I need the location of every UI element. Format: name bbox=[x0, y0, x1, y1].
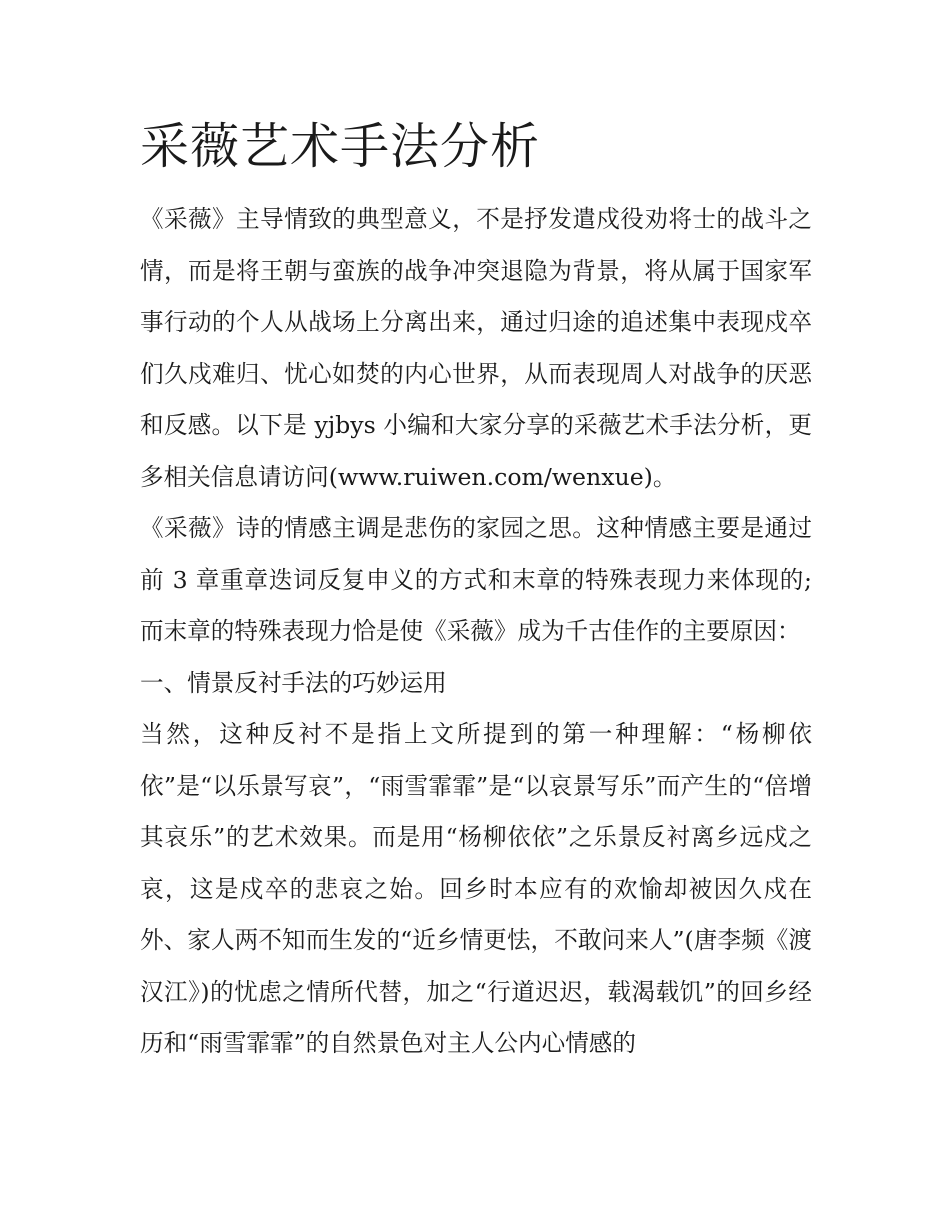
paragraph-emotion: 《采薇》诗的情感主调是悲伤的家园之思。这种情感主要是通过前 3 章重章迭词反复申义的方式和末章的特殊表现力来体现的;而末章的特殊表现力恰是使《采薇》成为千古佳作的主要原因： bbox=[140, 514, 812, 645]
section-heading: 一、情景反衬手法的巧妙运用 bbox=[140, 668, 447, 697]
document-title: 采薇艺术手法分析 bbox=[140, 118, 541, 175]
paragraph-contrast: 当然，这种反衬不是指上文所提到的第一种理解：“杨柳依依”是“以乐景写哀”，“雨雪霏霏”是“以哀景写乐”而产生的“倍增其哀乐”的艺术效果。而是用“杨柳依依”之乐景反衬离乡远戍之哀，这是戍卒的悲哀之始。回乡时本应有的欢愉却被因久戍在外、家人两不知而生发的“近乡情更怯，不敢问来人”(唐李频《渡汉江》)的忧虑之情所代替，加之“行道迟迟，载渴载饥”的回乡经历和“雨雪霏霏”的自然景色对主人公内心情感的 bbox=[140, 720, 812, 1057]
paragraph-intro: 《采薇》主导情致的典型意义，不是抒发遣戍役劝将士的战斗之情，而是将王朝与蛮族的战争冲突退隐为背景，将从属于国家军事行动的个人从战场上分离出来，通过归途的追述集中表现戍卒们久戍难归、忧心如焚的内心世界，从而表现周人对战争的厌恶和反感。以下是 yjbys 小编和大家分享的采薇艺术手法分析，更多相关信息请访问(www.ruiwen.com/wenxue)。 bbox=[140, 205, 812, 491]
document-page bbox=[140, 108, 812, 1070]
